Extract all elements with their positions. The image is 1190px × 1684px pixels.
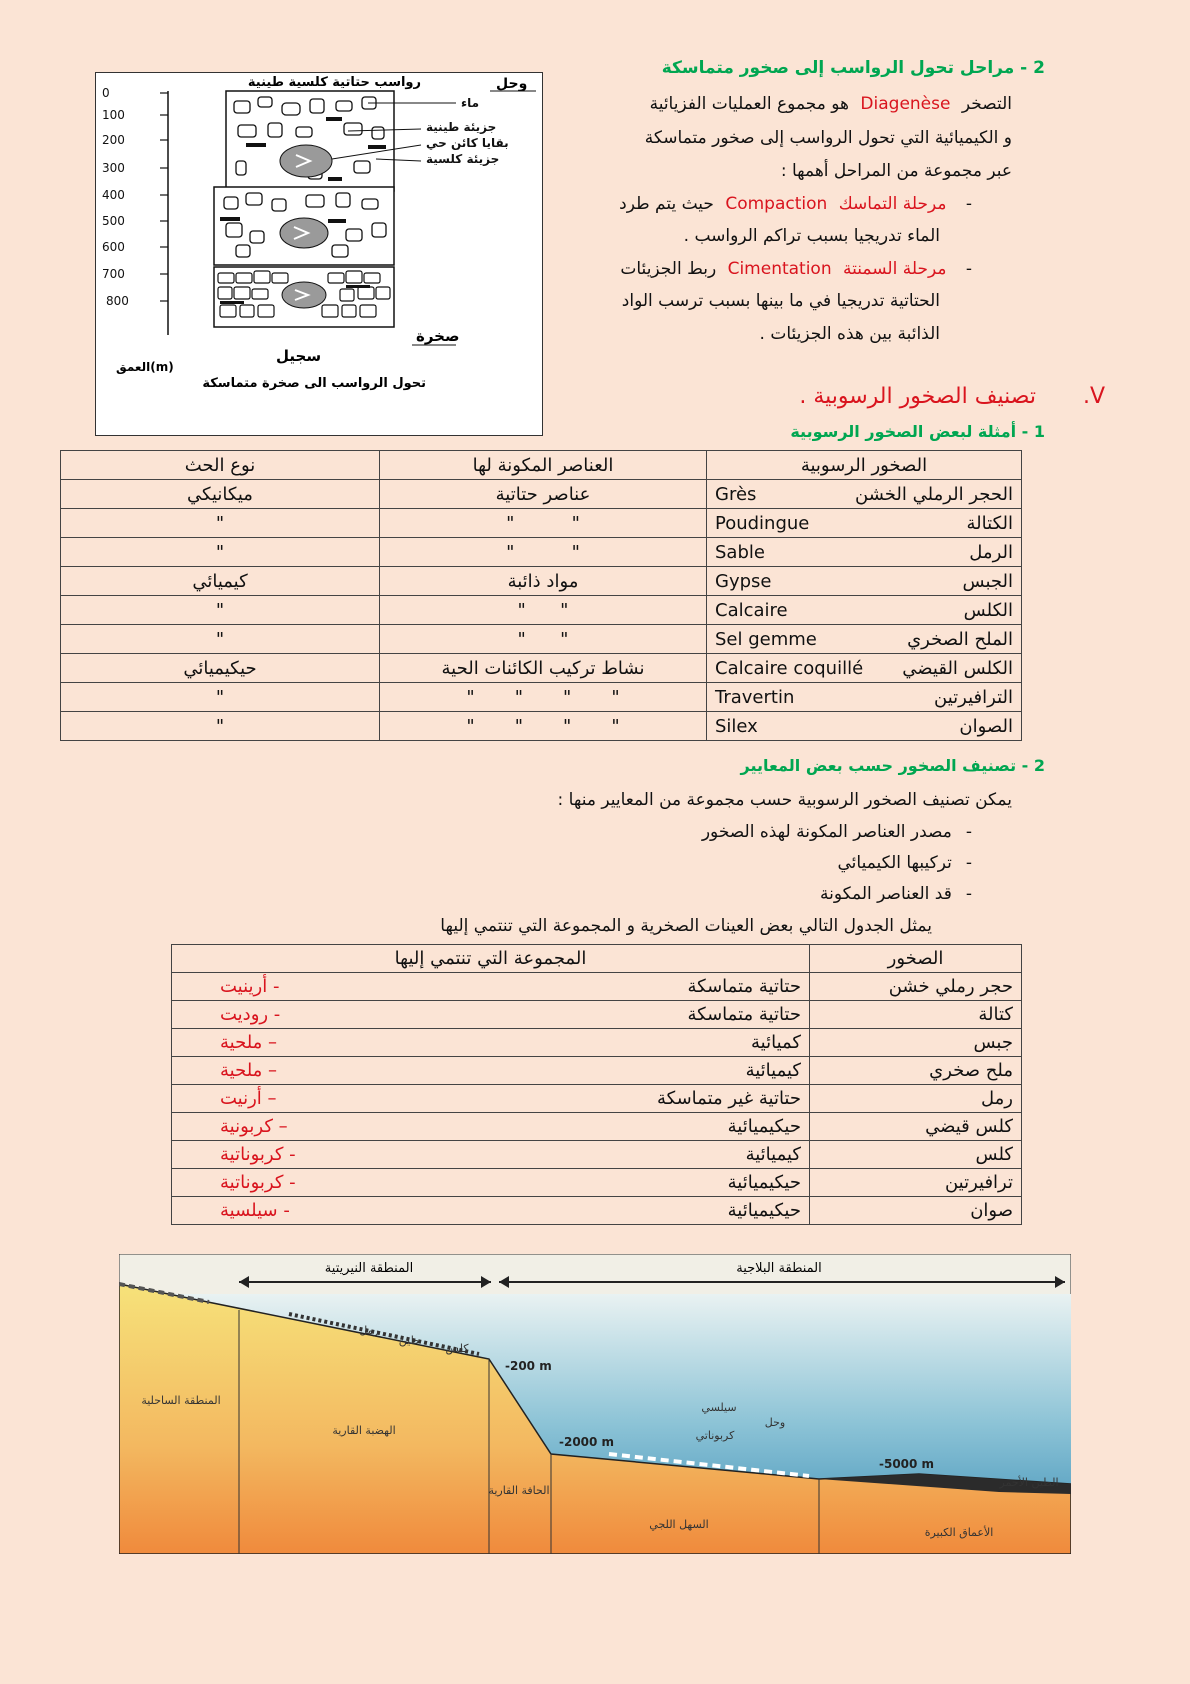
table-row xyxy=(172,1001,1022,1029)
group-subtype: – ملحية xyxy=(220,1060,278,1081)
group-name: حتاتية غير متماسكة xyxy=(657,1088,801,1109)
cell-rock xyxy=(707,538,1022,567)
group-name: حيكيميائية xyxy=(727,1172,801,1193)
term-diagenese: Diagenèse xyxy=(860,94,951,114)
cell-rock: ترافيرتين xyxy=(810,1169,1022,1197)
rock-name-fr: Silex xyxy=(715,715,758,737)
group-subtype: – كربونية xyxy=(220,1116,288,1137)
label-great-depths: الأعماق الكبيرة xyxy=(924,1526,994,1539)
cell-rock xyxy=(707,480,1022,509)
header-type: نوع الحث xyxy=(61,451,380,480)
para-diagenesis-2: و الكيميائية التي تحول الرواسب إلى صخور متماسكة xyxy=(644,128,1012,148)
rock-name-fr: Gypse xyxy=(715,570,772,592)
label-rock: صخرة xyxy=(416,327,460,345)
label-water: ماء xyxy=(461,96,480,110)
table-row xyxy=(172,1141,1022,1169)
label-abyssal-plain: السهل اللجي xyxy=(649,1518,709,1531)
depth-5000: -5000 m xyxy=(879,1457,935,1471)
group-name: كميائية xyxy=(751,1032,801,1053)
table-row xyxy=(61,712,1022,741)
table-row xyxy=(172,1029,1022,1057)
depth-axis-label: العمق(m) xyxy=(116,360,174,374)
rock-name-fr: Calcaire coquillé xyxy=(715,657,864,679)
group-subtype: - كربوناتية xyxy=(220,1144,296,1165)
label-continental-plateau: الهضبة القارية xyxy=(332,1424,396,1437)
para-diagenesis-1 xyxy=(650,88,1012,121)
label-clay-particle: جزيئة طينية xyxy=(426,120,497,134)
group-subtype: – ملحية xyxy=(220,1032,278,1053)
rock-name-ar: الرمل xyxy=(969,541,1013,563)
cell-rock xyxy=(707,654,1022,683)
depth-tick: 200 xyxy=(102,133,125,147)
cell-type: " xyxy=(61,712,380,741)
cell-group xyxy=(172,1001,810,1029)
cell-elements: " " " " xyxy=(380,683,707,712)
bullet-dash: - xyxy=(965,853,972,873)
cell-rock: كلس xyxy=(810,1141,1022,1169)
depth-2000: -2000 m xyxy=(559,1435,615,1449)
cell-rock: رمل xyxy=(810,1085,1022,1113)
label-carbonate: كربوناتي xyxy=(695,1429,735,1442)
label-coastal-zone: المنطقة الساحلية xyxy=(141,1394,221,1407)
group-name: حيكيميائية xyxy=(727,1200,801,1221)
label-continental-slope: الحافة القارية xyxy=(488,1484,550,1497)
label-sijil: سجيل xyxy=(276,347,322,365)
label-organism-remains: بقايا كائن حي xyxy=(426,136,509,150)
subsection-2-title: 2 - تصنيف الصخور حسب بعض المعايير xyxy=(740,756,1045,775)
stage-compaction-line2: الماء تدريجيا بسبب تراكم الرواسب . xyxy=(683,226,940,246)
cell-rock xyxy=(707,596,1022,625)
rock-name-ar: الترافيرتين xyxy=(934,686,1013,708)
cell-group xyxy=(172,973,810,1001)
group-subtype: - أرينيت xyxy=(220,976,280,997)
rocks-groups-table xyxy=(171,944,1022,1225)
rock-name-ar: الصوان xyxy=(959,715,1013,737)
cell-elements: مواد ذائبة xyxy=(380,567,707,596)
rock-name-fr: Grès xyxy=(715,483,757,505)
cell-elements: " " xyxy=(380,509,707,538)
subsection-1-title: 1 - أمثلة لبعض الصخور الرسوبية xyxy=(790,422,1045,441)
cell-elements: عناصر حتاتية xyxy=(380,480,707,509)
para-diagenesis-3: عبر مجموعة من المراحل أهمها : xyxy=(780,161,1012,181)
rock-name-fr: Travertin xyxy=(715,686,795,708)
group-subtype: – أرنيت xyxy=(220,1088,277,1109)
cell-rock: كتالة xyxy=(810,1001,1022,1029)
table-header-row xyxy=(172,945,1022,973)
table-row xyxy=(172,1057,1022,1085)
table-row xyxy=(61,567,1022,596)
cell-elements: " " xyxy=(380,625,707,654)
cell-type: " xyxy=(61,509,380,538)
cell-group xyxy=(172,1085,810,1113)
criteria-intro: يمكن تصنيف الصخور الرسوبية حسب مجموعة من المعايير منها : xyxy=(557,790,1012,810)
stage-cimentation-line2: الحتاتية تدريجيا في ما بينها بسبب ترسب الواد xyxy=(621,291,940,311)
cell-elements: " " " " xyxy=(380,712,707,741)
cell-elements: " " xyxy=(380,538,707,567)
table-header-row xyxy=(61,451,1022,480)
bullet-dash: - xyxy=(965,884,972,904)
depth-tick: 100 xyxy=(102,108,125,122)
label-clay: طين xyxy=(398,1334,420,1347)
label-calcite-particle: جزيئة كلسية xyxy=(426,152,500,166)
rock-name-fr: Sel gemme xyxy=(715,628,817,650)
cell-elements: " " xyxy=(380,596,707,625)
cell-rock: صوان xyxy=(810,1197,1022,1225)
text-pre: التصخر xyxy=(961,94,1012,114)
label-lime: كلس xyxy=(445,1342,469,1355)
criteria-item: -قد العناصر المكونة xyxy=(820,884,972,904)
marine-zones-figure xyxy=(119,1254,1071,1554)
depth-tick: 0 xyxy=(102,86,110,100)
cell-rock xyxy=(707,625,1022,654)
cell-type: " xyxy=(61,625,380,654)
section-v-number: .V xyxy=(1082,384,1105,409)
depth-tick: 400 xyxy=(102,188,125,202)
cell-group xyxy=(172,1057,810,1085)
rock-name-ar: الكتالة xyxy=(966,512,1013,534)
table-row xyxy=(172,1113,1022,1141)
table-row xyxy=(172,973,1022,1001)
cell-group xyxy=(172,1197,810,1225)
header-group: المجموعة التي تنتمي إليها xyxy=(172,945,810,973)
fig1-caption: تحول الرواسب الى صخرة متماسكة xyxy=(202,376,426,391)
cell-rock: ملح صخري xyxy=(810,1057,1022,1085)
cell-type: ميكانيكي xyxy=(61,480,380,509)
group-subtype: - سيلسية xyxy=(220,1200,290,1221)
table-row xyxy=(61,509,1022,538)
cell-rock xyxy=(707,567,1022,596)
rock-name-ar: الحجر الرملي الخشن xyxy=(855,483,1013,505)
group-name: حيكيميائية xyxy=(727,1116,801,1137)
table-row xyxy=(61,538,1022,567)
stage-compaction-text: حيث يتم طرد xyxy=(619,194,714,214)
stage-compaction-ar: مرحلة التماسك xyxy=(838,194,947,214)
rocks-examples-table xyxy=(60,450,1022,741)
group-name: حتاتية متماسكة xyxy=(687,1004,801,1025)
depth-tick: 700 xyxy=(102,267,125,281)
table2-intro: يمثل الجدول التالي بعض العينات الصخرية و المجموعة التي تنتمي إليها xyxy=(440,916,932,936)
group-subtype: - كربوناتية xyxy=(220,1172,296,1193)
rock-name-ar: الكلس القيضي xyxy=(902,657,1013,679)
label-red-clay: الطين الأحمر xyxy=(999,1476,1059,1489)
depth-tick: 600 xyxy=(102,240,125,254)
rock-name-fr: Poudingue xyxy=(715,512,810,534)
stage-cimentation-line3: الذائبة بين هذه الجزيئات . xyxy=(759,324,940,344)
stage-cimentation-ar: مرحلة السمنتة xyxy=(843,259,947,279)
group-subtype: - روديت xyxy=(220,1004,281,1025)
header-elements: العناصر المكونة لها xyxy=(380,451,707,480)
table-row xyxy=(172,1085,1022,1113)
cell-rock xyxy=(707,712,1022,741)
header-rocks: الصخور xyxy=(810,945,1022,973)
bullet-dash: - xyxy=(965,822,972,842)
cell-rock: جبس xyxy=(810,1029,1022,1057)
cell-type: كيميائي xyxy=(61,567,380,596)
cell-group xyxy=(172,1169,810,1197)
label-mud: وحل xyxy=(764,1416,786,1429)
header-rocks: الصخور الرسوبية xyxy=(707,451,1022,480)
group-name: حتاتية متماسكة xyxy=(687,976,801,997)
bullet-dash: - xyxy=(965,194,972,214)
cell-elements: نشاط تركيب الكائنات الحية xyxy=(380,654,707,683)
stage-compaction xyxy=(619,188,972,221)
cell-rock xyxy=(707,683,1022,712)
criteria-item: -تركيبها الكيميائي xyxy=(837,853,972,873)
rock-name-fr: Sable xyxy=(715,541,765,563)
cell-group xyxy=(172,1113,810,1141)
criteria-item: -مصدر العناصر المكونة لهذه الصخور xyxy=(701,822,972,842)
table-row xyxy=(172,1197,1022,1225)
cell-rock: حجر رملي خشن xyxy=(810,973,1022,1001)
cell-type: " xyxy=(61,538,380,567)
diagenesis-figure-svg xyxy=(96,73,542,435)
rock-name-ar: الكلس xyxy=(963,599,1013,621)
table-row xyxy=(61,596,1022,625)
label-pelagic-zone: المنطقة البلاجية xyxy=(736,1261,822,1276)
stage-compaction-fr: Compaction xyxy=(725,194,828,214)
section-title-diagenesis: 2 - مراحل تحول الرواسب إلى صخور متماسكة xyxy=(661,58,1045,78)
fig1-title: رواسب حتاتية كلسية طينية xyxy=(247,75,421,90)
section-v-heading xyxy=(799,384,1105,409)
section-v-title: تصنيف الصخور الرسوبية . xyxy=(799,384,1036,409)
table-row xyxy=(172,1169,1022,1197)
fig1-wahl: وحل xyxy=(496,76,528,92)
stage-cimentation-text: ربط الجزيئات xyxy=(620,259,717,279)
cell-rock xyxy=(707,509,1022,538)
rock-name-ar: الملح الصخري xyxy=(907,628,1013,650)
cell-type: حيكيميائي xyxy=(61,654,380,683)
cell-group xyxy=(172,1141,810,1169)
stage-cimentation xyxy=(620,253,972,286)
table-row xyxy=(61,625,1022,654)
text-post: هو مجموع العمليات الفزيائية xyxy=(649,94,850,114)
depth-tick: 300 xyxy=(102,161,125,175)
table-row xyxy=(61,683,1022,712)
label-silica: سيلسي xyxy=(701,1401,737,1414)
cell-type: " xyxy=(61,596,380,625)
cell-group xyxy=(172,1029,810,1057)
group-name: كيميائية xyxy=(745,1060,801,1081)
diagenesis-figure xyxy=(95,72,543,436)
stage-cimentation-fr: Cimentation xyxy=(727,259,832,279)
rock-name-fr: Calcaire xyxy=(715,599,788,621)
group-name: كيميائية xyxy=(745,1144,801,1165)
table-row xyxy=(61,480,1022,509)
depth-tick: 500 xyxy=(102,214,125,228)
marine-zones-svg xyxy=(119,1254,1071,1554)
bullet-dash: - xyxy=(965,259,972,279)
cell-rock: كلس قيضي xyxy=(810,1113,1022,1141)
rock-name-ar: الجبس xyxy=(962,570,1013,592)
label-sand: رمل xyxy=(359,1324,379,1337)
depth-200: -200 m xyxy=(505,1359,552,1373)
cell-type: " xyxy=(61,683,380,712)
depth-tick: 800 xyxy=(106,294,129,308)
table-row xyxy=(61,654,1022,683)
label-neritic-zone: المنطقة النيريتية xyxy=(324,1261,414,1276)
